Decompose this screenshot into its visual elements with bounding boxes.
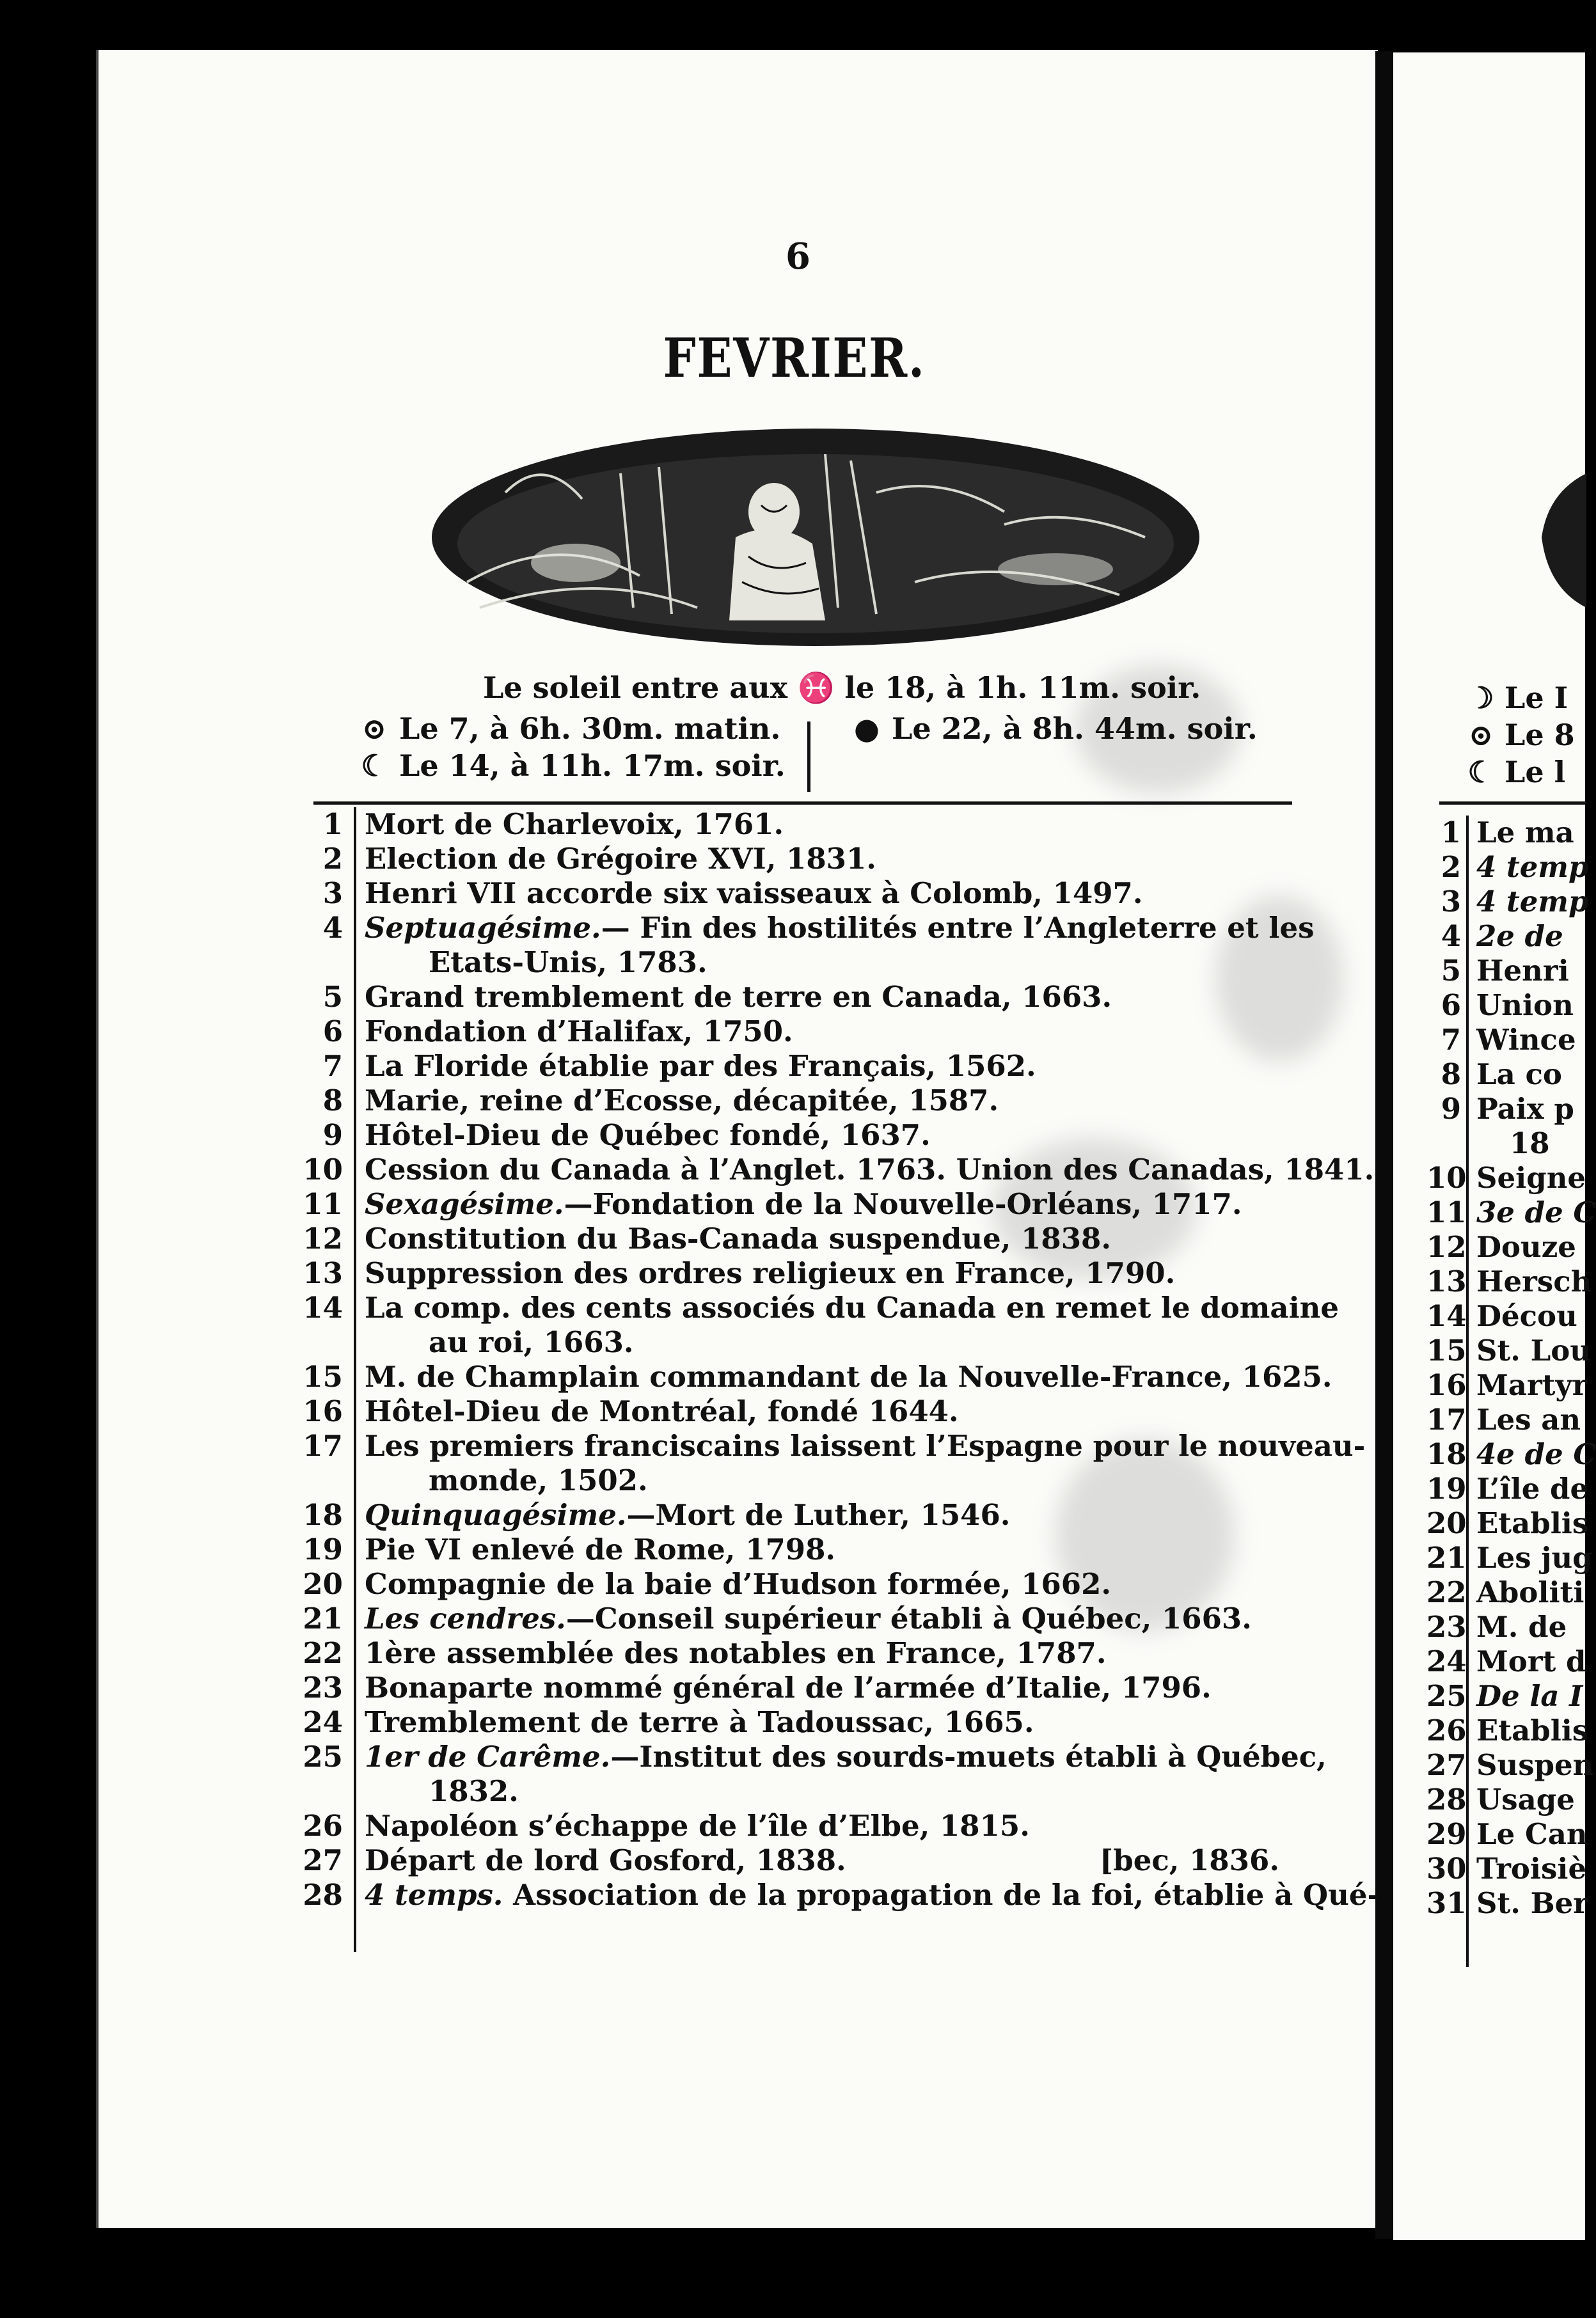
- event-row: [1426, 1403, 1586, 1437]
- event-description: La comp. des cents associés du Canada en remet le domaine: [365, 1291, 1339, 1325]
- event-text: Les jug: [1476, 1541, 1593, 1575]
- event-row: [301, 842, 1299, 876]
- event-description: —Mort de Luther, 1546.: [626, 1498, 1011, 1532]
- event-text: [365, 1429, 1366, 1463]
- day-number: 24: [1426, 1644, 1467, 1678]
- event-row: [301, 1394, 1299, 1429]
- event-row: [301, 1014, 1299, 1049]
- event-row: [301, 1049, 1299, 1084]
- event-text: Le ma: [1476, 816, 1574, 849]
- event-row: [1426, 1886, 1586, 1921]
- event-text: [365, 876, 1299, 911]
- day-number: 4: [1441, 919, 1461, 953]
- event-row: [301, 1153, 1375, 1187]
- day-number: 14: [1426, 1299, 1467, 1333]
- event-text-continued: Etats-Unis, 1783.: [429, 945, 707, 979]
- event-row: [1426, 1575, 1586, 1610]
- sun-entry-line: Le soleil entre aux ♓ le 18, à 1h. 11m. soir.: [483, 670, 1201, 705]
- event-row: [1426, 1299, 1586, 1334]
- event-text: Décou: [1476, 1299, 1577, 1333]
- event-continuation: [bec, 1836.: [1099, 1843, 1279, 1877]
- event-text: [365, 1809, 1299, 1843]
- event-row: [1426, 1783, 1586, 1817]
- day-number: 7: [1441, 1023, 1461, 1057]
- event-row: [1426, 1817, 1586, 1852]
- event-description: Election de Grégoire XVI, 1831.: [365, 842, 876, 876]
- full-moon-icon: ⊙: [1468, 718, 1494, 752]
- event-row: [1426, 1714, 1589, 1748]
- event-text: 4e de C: [1476, 1437, 1596, 1471]
- day-number: 3: [1441, 885, 1461, 919]
- event-row: [1426, 954, 1586, 988]
- day-number: 6: [322, 1014, 343, 1048]
- day-number: 2: [1441, 850, 1461, 884]
- event-text: [365, 1705, 1299, 1740]
- last-quarter-icon: ☾: [1467, 755, 1494, 789]
- event-text: [365, 1394, 1299, 1429]
- day-number: 21: [303, 1602, 343, 1636]
- first-quarter-icon: ☽: [1467, 681, 1494, 715]
- event-text: [365, 1222, 1299, 1256]
- day-number: 12: [1426, 1230, 1467, 1264]
- event-description: Napoléon s’échappe de l’île d’Elbe, 1815.: [365, 1809, 1030, 1843]
- moon-phase-text: Le 14, à 11h. 17m. soir.: [399, 748, 786, 783]
- event-text: La co: [1476, 1057, 1562, 1091]
- day-number: 16: [1426, 1368, 1467, 1402]
- event-row: [301, 1360, 1332, 1394]
- new-moon-icon: ●: [853, 711, 880, 746]
- event-row: [301, 1291, 1339, 1360]
- event-text: [365, 1084, 1299, 1118]
- event-row: [1426, 988, 1586, 1023]
- event-row: [301, 1809, 1299, 1843]
- event-text: Troisiè: [1476, 1852, 1587, 1886]
- event-row: [1426, 1023, 1586, 1057]
- day-number: 25: [303, 1740, 343, 1774]
- event-row: [1426, 1161, 1586, 1195]
- woodcut-vignette-fragment: [1529, 448, 1586, 627]
- event-text: M. de: [1476, 1610, 1567, 1644]
- event-description: Grand tremblement de terre en Canada, 1663.: [365, 980, 1112, 1014]
- event-row: [1426, 885, 1589, 919]
- day-number: 26: [303, 1809, 343, 1843]
- event-description: Constitution du Bas-Canada suspendue, 1838.: [365, 1222, 1111, 1256]
- moon-phase-text: Le l: [1505, 755, 1566, 789]
- event-row: [1426, 1644, 1586, 1679]
- phase-separator: [807, 721, 810, 792]
- event-row: [301, 1222, 1299, 1256]
- event-text: Seigne: [1476, 1161, 1586, 1195]
- day-number: 19: [1426, 1472, 1467, 1506]
- day-number: 1: [1441, 816, 1461, 849]
- event-row: [1426, 1057, 1586, 1092]
- moon-phase-row: [1465, 681, 1568, 715]
- event-text: [365, 1878, 1380, 1912]
- event-description: Suppression des ordres religieux en France, 1790.: [365, 1256, 1176, 1290]
- day-number: 27: [303, 1843, 343, 1877]
- day-number: 13: [1426, 1265, 1467, 1298]
- moon-phase-row: [851, 711, 1258, 746]
- liturgical-day: 4 temps.: [365, 1878, 503, 1912]
- day-number: 6: [1441, 988, 1461, 1022]
- event-description: —Conseil supérieur établi à Québec, 1663.: [565, 1602, 1252, 1636]
- event-text: [365, 1014, 1299, 1049]
- event-row: [1426, 1506, 1589, 1541]
- event-text: [365, 911, 1315, 945]
- event-description: Mort de Charlevoix, 1761.: [365, 807, 784, 841]
- day-number: 20: [1426, 1506, 1467, 1540]
- moon-phase-text: Le 7, à 6h. 30m. matin.: [399, 711, 781, 746]
- moon-phase-row: [358, 748, 786, 783]
- event-row: [1426, 1230, 1586, 1265]
- day-number: 28: [1426, 1783, 1467, 1817]
- day-number: 23: [1426, 1610, 1467, 1644]
- event-row: [1426, 1437, 1596, 1472]
- event-text: 3e de C: [1476, 1195, 1596, 1229]
- event-text: Le Can: [1476, 1817, 1588, 1851]
- event-text: [365, 1118, 1299, 1153]
- event-text: Henri: [1476, 954, 1569, 988]
- event-row: [1426, 1092, 1586, 1126]
- event-row: [301, 1740, 1327, 1809]
- day-number: 10: [303, 1153, 343, 1187]
- event-row: [301, 1187, 1299, 1222]
- event-text: Etablis: [1476, 1506, 1589, 1540]
- event-text: [365, 1187, 1299, 1222]
- event-text: [365, 1567, 1299, 1602]
- woodcut-vignette: [429, 416, 1203, 659]
- event-row: [301, 1878, 1380, 1912]
- event-text: Les an: [1476, 1403, 1581, 1437]
- event-text-continued: monde, 1502.: [429, 1463, 648, 1497]
- moon-phase-row: [358, 711, 780, 746]
- event-row: [301, 1671, 1299, 1705]
- day-number: 18: [1426, 1437, 1467, 1471]
- liturgical-day: Sexagésime.: [365, 1187, 564, 1221]
- day-number: 5: [322, 980, 343, 1014]
- liturgical-day: 1er de Carême.: [365, 1740, 611, 1774]
- day-number: 15: [303, 1360, 343, 1394]
- day-number: 2: [322, 842, 343, 876]
- event-row: [301, 1429, 1366, 1498]
- day-number: 29: [1426, 1817, 1467, 1851]
- day-number: 31: [1426, 1886, 1467, 1920]
- event-text: [365, 842, 1299, 876]
- event-row: [1426, 919, 1586, 954]
- day-number: 8: [1441, 1057, 1461, 1091]
- event-description: Hôtel-Dieu de Québec fondé, 1637.: [365, 1118, 931, 1152]
- event-text: St. Ber: [1476, 1886, 1588, 1920]
- event-text-continued: au roi, 1663.: [429, 1325, 634, 1359]
- next-page-events-list: [1426, 816, 1596, 1921]
- liturgical-day: Les cendres.: [365, 1602, 566, 1636]
- event-description: Association de la propagation de la foi, établie à Qué-: [503, 1878, 1380, 1912]
- day-number: 12: [303, 1222, 343, 1256]
- event-description: Bonaparte nommé général de l’armée d’Italie, 1796.: [365, 1671, 1212, 1705]
- event-text-continued: [1426, 1126, 1586, 1161]
- event-description: —Institut des sourds-muets établi à Québec,: [610, 1740, 1327, 1774]
- event-row: [1426, 816, 1586, 850]
- moon-phase-row: [1465, 718, 1575, 752]
- event-text: Aboliti: [1476, 1575, 1584, 1609]
- event-row: [1426, 1265, 1592, 1299]
- header-rule: [1439, 801, 1586, 805]
- event-text: Suspen: [1476, 1748, 1594, 1782]
- day-number: 26: [1426, 1714, 1467, 1747]
- day-number: 23: [303, 1671, 343, 1705]
- event-text: 18: [1510, 1126, 1550, 1160]
- day-number: 10: [1426, 1161, 1467, 1195]
- day-number: 17: [303, 1429, 343, 1463]
- event-text: [365, 1602, 1299, 1636]
- event-description: M. de Champlain commandant de la Nouvelle-France, 1625.: [365, 1360, 1332, 1394]
- event-text: Usage: [1476, 1783, 1575, 1817]
- day-number: 30: [1426, 1852, 1467, 1886]
- event-description: Cession du Canada à l’Anglet. 1763. Union des Canadas, 1841.: [365, 1153, 1375, 1187]
- event-text: [365, 1153, 1375, 1187]
- event-text: 4 temp: [1476, 850, 1589, 884]
- event-text: 2e de: [1476, 919, 1563, 953]
- event-row: [1426, 1195, 1596, 1230]
- event-row: [301, 876, 1299, 911]
- day-number: 20: [303, 1567, 343, 1601]
- event-text: Etablis: [1476, 1714, 1589, 1747]
- event-description: Les premiers franciscains laissent l’Espagne pour le nouveau-: [365, 1429, 1366, 1463]
- event-row: [1426, 1334, 1591, 1368]
- day-number: 19: [303, 1533, 343, 1566]
- event-text: [365, 1843, 1299, 1878]
- event-text: [365, 1498, 1299, 1533]
- day-number: 22: [303, 1636, 343, 1670]
- event-row: [1426, 1852, 1586, 1886]
- event-description: Départ de lord Gosford, 1838.: [365, 1843, 846, 1877]
- day-number: 1: [322, 807, 343, 841]
- event-text: Douze: [1476, 1230, 1576, 1264]
- event-row: [301, 1256, 1299, 1291]
- event-text: [365, 1740, 1327, 1774]
- day-number: 21: [1426, 1541, 1467, 1575]
- day-number: 25: [1426, 1679, 1467, 1713]
- day-number: 11: [303, 1187, 343, 1221]
- event-text: [365, 1671, 1299, 1705]
- event-row: [1426, 1541, 1593, 1575]
- day-number: 7: [322, 1049, 343, 1083]
- event-text: [365, 1636, 1299, 1671]
- day-number: 18: [303, 1498, 343, 1532]
- event-description: —Fondation de la Nouvelle-Orléans, 1717.: [564, 1187, 1242, 1221]
- event-text: [365, 1049, 1299, 1084]
- event-text: [365, 807, 1299, 842]
- day-number: 22: [1426, 1575, 1467, 1609]
- event-row: [301, 807, 1299, 842]
- moon-phase-row: [1465, 755, 1565, 789]
- day-number: 3: [322, 876, 343, 910]
- event-text: [365, 1256, 1299, 1291]
- event-text-continued: 1832.: [429, 1774, 519, 1808]
- event-row: [301, 1705, 1299, 1740]
- event-text: Mort d: [1476, 1644, 1586, 1678]
- month-title: FEVRIER.: [663, 326, 926, 390]
- event-row: [1426, 850, 1589, 885]
- event-row: [301, 1602, 1299, 1636]
- event-row: [301, 1533, 1299, 1567]
- event-row: [1426, 1368, 1586, 1403]
- day-number: 27: [1426, 1748, 1467, 1782]
- event-text: Union: [1476, 988, 1574, 1022]
- event-row: [301, 911, 1315, 980]
- event-description: — Fin des hostilités entre l’Angleterre et les: [601, 911, 1315, 945]
- event-row: [301, 1843, 1299, 1878]
- day-number: 14: [303, 1291, 343, 1325]
- event-description: Compagnie de la baie d’Hudson formée, 1662.: [365, 1567, 1112, 1601]
- liturgical-day: Septuagésime.: [365, 911, 601, 945]
- event-text: Paix p: [1476, 1092, 1574, 1126]
- event-row: [301, 1084, 1299, 1118]
- day-number: 4: [322, 911, 343, 945]
- liturgical-day: Quinquagésime.: [365, 1498, 627, 1532]
- full-moon-icon: ⊙: [361, 711, 387, 746]
- day-number: 13: [303, 1256, 343, 1290]
- event-text: Wince: [1476, 1023, 1576, 1057]
- event-text: [365, 980, 1299, 1014]
- day-number: 28: [303, 1878, 343, 1912]
- event-row: [301, 1567, 1299, 1602]
- event-row: [301, 980, 1299, 1014]
- moon-phase-text: Le 8: [1505, 718, 1575, 752]
- last-quarter-icon: ☾: [361, 748, 388, 783]
- day-number: 8: [322, 1084, 343, 1117]
- event-description: Tremblement de terre à Tadoussac, 1665.: [365, 1705, 1034, 1739]
- event-description: Henri VII accorde six vaisseaux à Colomb, 1497.: [365, 876, 1143, 910]
- day-number: 15: [1426, 1334, 1467, 1368]
- day-number: 11: [1426, 1195, 1467, 1229]
- day-number: 9: [1441, 1092, 1461, 1126]
- event-description: La Floride établie par des Français, 1562.: [365, 1049, 1036, 1083]
- day-number: 16: [303, 1394, 343, 1428]
- event-text: [365, 1533, 1299, 1567]
- events-list: [301, 807, 1380, 1912]
- event-row: [1426, 1679, 1586, 1714]
- day-number: 9: [322, 1118, 343, 1152]
- moon-phase-text: Le 22, à 8h. 44m. soir.: [892, 711, 1258, 746]
- event-text: [365, 1360, 1332, 1394]
- page-number: 6: [786, 235, 810, 278]
- event-description: Marie, reine d’Ecosse, décapitée, 1587.: [365, 1084, 999, 1117]
- event-text: St. Lou: [1476, 1334, 1591, 1368]
- event-row: [1426, 1472, 1589, 1506]
- event-row: [1426, 1610, 1586, 1644]
- event-description: Hôtel-Dieu de Montréal, fondé 1644.: [365, 1394, 959, 1428]
- event-row: [1426, 1748, 1594, 1783]
- event-text: L’île de: [1476, 1472, 1589, 1506]
- header-rule: [313, 801, 1292, 805]
- event-description: Fondation d’Halifax, 1750.: [365, 1014, 793, 1048]
- event-text: [365, 1291, 1339, 1325]
- moon-phase-text: Le I: [1505, 681, 1568, 715]
- event-row: [301, 1498, 1299, 1533]
- event-text: Martyr: [1476, 1368, 1588, 1402]
- event-description: Pie VI enlevé de Rome, 1798.: [365, 1533, 836, 1566]
- event-row: [301, 1118, 1299, 1153]
- day-number: 24: [303, 1705, 343, 1739]
- event-description: 1ère assemblée des notables en France, 1787.: [365, 1636, 1107, 1670]
- event-row: [301, 1636, 1299, 1671]
- event-text: De la I: [1476, 1679, 1583, 1713]
- event-text: Hersch: [1476, 1265, 1592, 1298]
- day-number: 5: [1441, 954, 1461, 988]
- event-text: 4 temp: [1476, 885, 1589, 919]
- day-number: 17: [1426, 1403, 1467, 1437]
